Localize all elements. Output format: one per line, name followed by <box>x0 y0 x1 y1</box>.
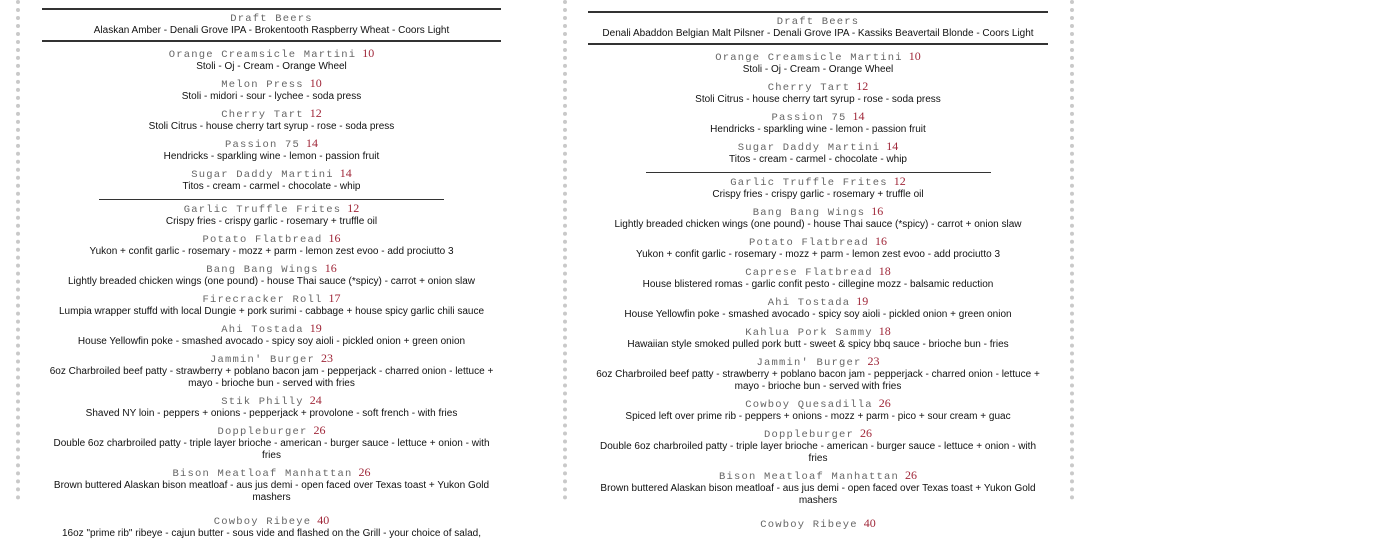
page-border-right <box>1070 0 1074 500</box>
menu-item <box>588 397 1048 423</box>
item-description: 6oz Charbroiled beef patty - strawberry + poblano bacon jam - pepperjack - charred onion - lettuce + mayo - brioche bun - served with fries <box>596 369 1040 392</box>
menu-item <box>42 394 501 420</box>
menu-item <box>42 466 501 504</box>
item-name-text: Doppleburger <box>763 429 854 441</box>
item-name-text: Cowboy Quesadilla <box>745 399 873 411</box>
item-name <box>42 107 501 121</box>
item-name <box>588 265 1048 279</box>
item-name <box>588 397 1048 411</box>
item-name-text: Melon Press <box>221 79 304 91</box>
item-name-text: Bison Meatloaf Manhattan <box>172 468 353 480</box>
item-price: 14 <box>306 136 318 150</box>
item-name <box>588 355 1048 369</box>
item-name <box>588 80 1048 94</box>
item-name-text: Cherry Tart <box>767 82 851 94</box>
item-name-text: Caprese Flatbread <box>745 267 873 279</box>
item-name-text: Bang Bang Wings <box>752 207 866 219</box>
item-price: 40 <box>317 513 330 527</box>
item-description: Titos - cream - carmel - chocolate - whip <box>182 181 361 192</box>
item-description: House Yellowfin poke - smashed avocado - spicy soy aioli - pickled onion + green onion <box>624 309 1012 320</box>
item-name-text: Kahlua Pork Sammy <box>745 327 873 339</box>
menu-item <box>588 295 1048 321</box>
menu-item <box>588 175 1048 201</box>
item-name-text: Ahi Tostada <box>767 297 851 309</box>
item-price: 10 <box>309 76 322 90</box>
menu-item <box>42 232 501 258</box>
item-price: 12 <box>893 174 906 188</box>
item-description: Crispy fries - crispy garlic - rosemary + truffle oil <box>165 216 378 227</box>
menu-item <box>588 355 1048 393</box>
item-price: 10 <box>908 49 921 63</box>
menu-item <box>588 140 1048 166</box>
item-name-text: Firecracker Roll <box>202 294 323 306</box>
item-name-text: Jammin' Burger <box>209 354 315 366</box>
item-price: 26 <box>878 396 891 410</box>
item-name <box>42 292 501 306</box>
item-name-text: Stik Philly <box>221 396 304 408</box>
item-name <box>588 110 1048 124</box>
item-description: Brown buttered Alaskan bison meatloaf - aus jus demi - open faced over Texas toast + Yukon Gold mashers <box>600 483 1036 506</box>
item-name-text: Orange Creamsicle Martini <box>715 52 903 64</box>
menu-item <box>42 322 501 348</box>
item-name-text: Sugar Daddy Martini <box>191 169 334 181</box>
item-name <box>42 202 501 216</box>
item-price: 26 <box>358 465 371 479</box>
item-name <box>588 50 1048 64</box>
item-name-text: Cowboy Ribeye <box>213 516 312 528</box>
divider <box>42 8 501 10</box>
menu-item <box>588 80 1048 106</box>
item-description: Titos - cream - carmel - chocolate - whip <box>728 154 907 165</box>
item-description: Yukon + confit garlic - rosemary - mozz + parm - lemon zest evoo - add prociutto 3 <box>635 249 1001 260</box>
menu-item <box>588 265 1048 291</box>
item-price: 12 <box>347 201 360 215</box>
draft-beers-list: Denali Abaddon Belgian Malt Pilsner - Denali Grove IPA - Kassiks Beavertail Blonde - Coors Light <box>602 28 1034 39</box>
item-name <box>42 232 501 246</box>
menu-item <box>42 424 501 462</box>
item-name-text: Passion 75 <box>771 112 847 124</box>
item-name <box>42 262 501 276</box>
item-price: 14 <box>886 139 899 153</box>
menu-item <box>588 469 1048 507</box>
item-description: Lightly breaded chicken wings (one pound) - house Thai sauce (*spicy) - carrot + onion slaw <box>614 219 1022 230</box>
item-name-text: Jammin' Burger <box>756 357 862 369</box>
menu-item <box>42 167 501 193</box>
item-name <box>42 77 501 91</box>
divider <box>588 43 1048 45</box>
menu-item <box>588 110 1048 136</box>
draft-beers-list: Alaskan Amber - Denali Grove IPA - Brokentooth Raspberry Wheat - Coors Light <box>93 25 450 36</box>
item-name <box>588 427 1048 441</box>
item-description: Lumpia wrapper stuffd with local Dungie + pork surimi - cabbage + house spicy garlic chili sauce <box>58 306 485 317</box>
item-description: Stoli Citrus - house cherry tart syrup - rose - soda press <box>695 94 941 105</box>
item-description: Hendricks - sparkling wine - lemon - passion fruit <box>163 151 380 162</box>
menu-item <box>588 50 1048 76</box>
item-price: 18 <box>878 324 891 338</box>
item-price: 14 <box>852 109 865 123</box>
item-description: 16oz "prime rib" ribeye - cajun butter - sous vide and flashed on the Grill - your choice of salad, <box>62 528 481 539</box>
item-price: 18 <box>878 264 891 278</box>
item-name <box>588 469 1048 483</box>
item-price: 17 <box>328 291 341 305</box>
item-description: House blistered romas - garlic confit pesto - cillegine mozz - balsamic reduction <box>642 279 994 290</box>
page-border-left <box>16 0 20 500</box>
item-name <box>42 47 501 61</box>
item-description: Stoli - midori - sour - lychee - soda press <box>181 91 362 102</box>
item-description: Spiced left over prime rib - peppers + onions - mozz + parm - pico + sour cream + guac <box>625 411 1011 422</box>
item-description: Lightly breaded chicken wings (one pound) - house Thai sauce (*spicy) - carrot + onion slaw <box>68 276 475 287</box>
item-name-text: Orange Creamsicle Martini <box>168 49 357 61</box>
item-name-text: Potato Flatbread <box>202 234 323 246</box>
item-price: 19 <box>309 321 322 335</box>
item-description: Hendricks - sparkling wine - lemon - passion fruit <box>710 124 926 135</box>
item-price: 12 <box>856 79 869 93</box>
item-name-text: Bison Meatloaf Manhattan <box>718 471 900 483</box>
menu-item <box>42 77 501 103</box>
menu-item <box>42 107 501 133</box>
menu-item <box>588 427 1048 465</box>
item-name-text: Bang Bang Wings <box>206 264 319 276</box>
item-name <box>42 424 501 438</box>
item-price: 23 <box>867 354 880 368</box>
item-price: 23 <box>321 351 333 365</box>
item-description: Shaved NY loin - peppers + onions - pepperjack + provolone - soft french - with fries <box>85 408 458 419</box>
item-name <box>42 322 501 336</box>
item-name-text: Cowboy Ribeye <box>760 519 858 531</box>
item-description: Stoli - Oj - Cream - Orange Wheel <box>742 64 894 75</box>
item-price: 40 <box>863 516 876 530</box>
menu-page-2 <box>588 11 1048 535</box>
item-price: 10 <box>362 46 375 60</box>
menu-item <box>588 325 1048 351</box>
item-name-text: Sugar Daddy Martini <box>737 142 881 154</box>
item-name-text: Garlic Truffle Frites <box>183 204 342 216</box>
item-description: Stoli Citrus - house cherry tart syrup - rose - soda press <box>148 121 395 132</box>
item-name <box>588 295 1048 309</box>
item-description: Double 6oz charbroiled patty - triple layer brioche - american - burger sauce - lettuce + onion - with fries <box>53 438 490 461</box>
item-name <box>42 137 501 151</box>
item-description: Hawaiian style smoked pulled pork butt - sweet & spicy bbq sauce - brioche bun - fries <box>627 339 1009 350</box>
item-description: Double 6oz charbroiled patty - triple layer brioche - american - burger sauce - lettuce + onion - with fries <box>599 441 1037 464</box>
item-price: 12 <box>309 106 322 120</box>
page-border-left <box>563 0 567 500</box>
item-price: 16 <box>871 204 884 218</box>
menu-page-1 <box>42 8 501 544</box>
divider <box>42 40 501 42</box>
item-price: 14 <box>339 166 352 180</box>
divider <box>646 172 991 173</box>
menu-item <box>42 47 501 73</box>
item-name <box>42 167 501 181</box>
item-name-text: Doppleburger <box>217 426 308 438</box>
item-name <box>588 235 1048 249</box>
draft-beers-title: Draft Beers <box>230 13 313 25</box>
item-name <box>588 140 1048 154</box>
item-description: Brown buttered Alaskan bison meatloaf - aus jus demi - open faced over Texas toast + Yukon Gold mashers <box>53 480 490 503</box>
item-name-text: Passion 75 <box>224 139 300 151</box>
item-description: Crispy fries - crispy garlic - rosemary + truffle oil <box>712 189 924 200</box>
item-price: 24 <box>309 393 322 407</box>
divider <box>99 199 443 200</box>
item-price: 26 <box>313 423 326 437</box>
item-name <box>588 325 1048 339</box>
menu-item <box>42 202 501 228</box>
item-name <box>42 394 501 408</box>
item-price: 16 <box>875 234 888 248</box>
item-price: 26 <box>860 426 872 440</box>
item-description: Yukon + confit garlic - rosemary - mozz + parm - lemon zest evoo - add prociutto 3 <box>89 246 454 257</box>
item-name <box>588 175 1048 189</box>
menu-item <box>588 517 1048 531</box>
menu-item <box>42 137 501 163</box>
menu-item <box>588 235 1048 261</box>
item-name <box>588 205 1048 219</box>
divider <box>588 11 1048 13</box>
menu-item <box>42 352 501 390</box>
draft-beers-title: Draft Beers <box>776 16 860 28</box>
item-price: 16 <box>328 231 341 245</box>
item-name <box>42 352 501 366</box>
menu-item <box>42 292 501 318</box>
item-price: 16 <box>324 261 337 275</box>
menu-item <box>42 262 501 288</box>
item-name-text: Cherry Tart <box>221 109 304 121</box>
item-name-text: Potato Flatbread <box>748 237 870 249</box>
menu-item <box>588 205 1048 231</box>
item-description: Stoli - Oj - Cream - Orange Wheel <box>196 61 347 72</box>
item-name-text: Ahi Tostada <box>221 324 304 336</box>
item-price: 26 <box>905 468 918 482</box>
item-price: 19 <box>856 294 869 308</box>
item-description: House Yellowfin poke - smashed avocado - spicy soy aioli - pickled onion + green onion <box>77 336 466 347</box>
item-name <box>42 466 501 480</box>
menu-item <box>42 514 501 540</box>
item-name-text: Garlic Truffle Frites <box>730 177 888 189</box>
item-name <box>42 514 501 528</box>
item-name <box>588 517 1048 531</box>
item-description: 6oz Charbroiled beef patty - strawberry + poblano bacon jam - pepperjack - charred onion - lettuce + mayo - brioche bun - served with fries <box>49 366 494 389</box>
